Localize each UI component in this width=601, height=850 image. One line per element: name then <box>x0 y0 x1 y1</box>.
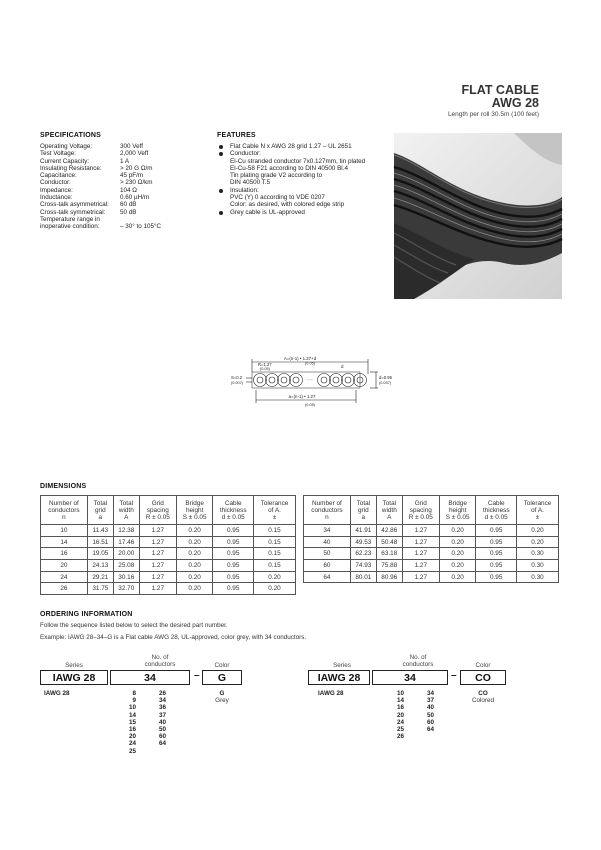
table-cell: 0.20 <box>176 571 213 583</box>
page-title-block <box>448 84 539 119</box>
feature-continuation: Color: as desired, with colored edge strip <box>230 201 345 209</box>
table-cell: 1.27 <box>402 571 439 583</box>
column-header-line: grid <box>94 506 106 514</box>
color-name: Colored <box>471 697 495 704</box>
conductor-code: 50 <box>426 711 434 719</box>
column-header-line: Total <box>382 499 397 507</box>
conductors-label-line1: No. of <box>151 654 169 661</box>
spec-value: 2,000 Veff <box>120 150 149 158</box>
column-header-line: R ± 0.05 <box>408 513 433 521</box>
column-header <box>113 496 139 525</box>
column-header-line: S ± 0.05 <box>445 513 470 521</box>
spec-row <box>40 194 161 201</box>
column-header-line: width <box>381 506 397 514</box>
conductor-code: 34 <box>158 697 166 705</box>
conductors-label-line1: No. of <box>409 654 427 661</box>
cross-section-drawing <box>210 354 390 414</box>
table-cell: 14 <box>41 536 88 548</box>
conductor-insulation <box>254 374 267 387</box>
table-cell: 0.20 <box>439 525 476 537</box>
series-code: IAWG 28 <box>44 690 70 697</box>
spec-value: > 230 Ω/km <box>120 179 153 187</box>
column-header <box>516 496 558 525</box>
color-code: CO <box>478 690 488 697</box>
column-header <box>41 496 88 525</box>
conductor-code: 10 <box>128 704 136 712</box>
table-cell: 41.91 <box>350 525 376 537</box>
table-cell: 1.27 <box>139 536 176 548</box>
spec-label: Cross-talk symmetrical: <box>40 208 106 216</box>
spec-row <box>40 179 161 186</box>
conductor-code: 24 <box>396 718 404 726</box>
table-cell: 0.15 <box>253 536 295 548</box>
conductor-insulation <box>342 374 355 387</box>
table-cell: 0.20 <box>516 525 558 537</box>
table-cell: 1.27 <box>139 560 176 572</box>
column-header-line: Grid <box>414 499 427 507</box>
table-cell: 24 <box>41 571 88 583</box>
table-row <box>304 548 559 560</box>
table-cell: 64 <box>304 571 351 583</box>
table-cell: 1.27 <box>139 583 176 595</box>
column-header-line: conductors <box>48 506 80 514</box>
column-header-line: Grid <box>151 499 164 507</box>
column-header-line: ± <box>535 513 540 521</box>
conductor-code: 20 <box>396 711 404 719</box>
series-box: IAWG 28 <box>308 670 370 685</box>
column-header-line: Total <box>356 499 371 507</box>
table-cell: 0.30 <box>516 548 558 560</box>
conductor-code: 25 <box>128 747 136 755</box>
separator-dash: – <box>194 670 200 681</box>
table-cell: 40 <box>304 536 351 548</box>
table-cell: 25.08 <box>113 560 139 572</box>
table-cell: 11.43 <box>87 525 113 537</box>
column-header <box>376 496 402 525</box>
table-cell: 26 <box>41 583 88 595</box>
column-header-line: n <box>62 513 66 521</box>
diagram-right-label-in: (0.037) <box>379 381 392 385</box>
conductor-code: 34 <box>426 690 434 697</box>
column-header-line: Number of <box>49 499 79 507</box>
conductor-core <box>257 377 263 383</box>
feature-continuation: DIN 40500 T.5 <box>230 179 271 187</box>
specifications-section <box>40 132 220 231</box>
feature-continuation: El-Cu-58 F21 according to DIN 40500 Bl.4 <box>230 164 348 172</box>
conductor-code: 40 <box>158 718 166 726</box>
table-cell: 29.21 <box>87 571 113 583</box>
table-cell: 1.27 <box>402 548 439 560</box>
column-header <box>213 496 254 525</box>
spec-label: Operating Voltage: <box>40 143 93 150</box>
color-name: Grey <box>215 697 229 704</box>
spec-label: Impedance: <box>40 186 73 194</box>
conductors-label-line2: conductors <box>402 661 434 668</box>
table-cell: 50.48 <box>376 536 402 548</box>
table-cell: 0.20 <box>176 583 213 595</box>
column-header-line: Tolerance <box>260 499 289 507</box>
table-cell: 12.38 <box>113 525 139 537</box>
table-cell: 63.18 <box>376 548 402 560</box>
column-header-line: spacing <box>409 506 432 514</box>
spec-value: – 30° to 105°C <box>120 223 162 231</box>
column-header-line: A <box>387 513 392 521</box>
feature-bullet-item: Flat Cable N x AWG 28 grid 1.27 – UL 2651 <box>217 143 392 150</box>
table-cell: 1.27 <box>402 536 439 548</box>
table-cell: 0.20 <box>253 571 295 583</box>
specifications-heading: SPECIFICATIONS <box>40 132 102 139</box>
column-header-line: R ± 0.05 <box>145 513 170 521</box>
conductor-code: 10 <box>396 690 404 697</box>
flat-cable-photo <box>394 133 562 299</box>
features-list <box>217 143 392 216</box>
color-label: Color <box>214 662 230 669</box>
conductor-code: 16 <box>128 726 136 734</box>
specifications-table <box>40 143 161 231</box>
spec-row <box>40 223 161 230</box>
column-header-line: a <box>98 513 103 521</box>
table-cell: 30.16 <box>113 571 139 583</box>
spec-value: > 20 G Ω/m <box>120 164 153 172</box>
column-header-line: conductors <box>311 506 343 514</box>
table-cell: 0.95 <box>476 525 517 537</box>
table-cell: 0.95 <box>213 548 254 560</box>
spec-label: Temperature range in <box>40 215 100 223</box>
table-cell: 0.20 <box>176 560 213 572</box>
spec-value: 300 Veff <box>120 143 143 150</box>
conductor-code: 14 <box>396 697 404 705</box>
column-header-line: A <box>124 513 129 521</box>
spec-row <box>40 165 161 172</box>
spec-value: 50 dB <box>120 208 137 216</box>
feature-continuation: Tin plating grade V2 according to <box>230 172 323 180</box>
table-cell: 0.95 <box>213 536 254 548</box>
conductor-code: 64 <box>426 726 434 734</box>
conductor-code: 14 <box>128 711 136 719</box>
spec-row <box>40 158 161 165</box>
spec-label: Insulating Resistance: <box>40 164 102 172</box>
conductor-insulation <box>318 374 331 387</box>
spec-value: 1 A <box>120 157 130 165</box>
column-header-line: Total <box>93 499 108 507</box>
diagram-top-dim-in: (0.05) <box>305 361 315 366</box>
column-header <box>176 496 213 525</box>
column-header-line: height <box>185 506 204 514</box>
column-header-line: Tolerance <box>523 499 552 507</box>
table-cell: 0.95 <box>476 560 517 572</box>
features-heading: FEATURES <box>217 132 256 139</box>
table-row <box>41 583 296 595</box>
table-header-row <box>304 496 559 525</box>
series-label: Series <box>333 662 351 669</box>
spec-row <box>40 187 161 194</box>
conductor-code: 60 <box>426 718 434 726</box>
column-header-line: width <box>118 506 134 514</box>
table-row <box>304 536 559 548</box>
conductor-code: 25 <box>396 726 404 734</box>
table-cell: 16.51 <box>87 536 113 548</box>
ellipsis-mark: ··· <box>307 377 313 384</box>
dimensions-table-left <box>40 495 296 595</box>
conductors-box: 34 <box>372 670 448 685</box>
spec-row <box>40 201 161 208</box>
column-header-line: grid <box>357 506 369 514</box>
table-cell: 80.01 <box>350 571 376 583</box>
spec-row <box>40 150 161 157</box>
table-cell: 34 <box>304 525 351 537</box>
table-cell: 0.30 <box>516 571 558 583</box>
table-cell: 16 <box>41 548 88 560</box>
table-cell: 0.15 <box>253 525 295 537</box>
spec-label: Cross-talk asymmetrical: <box>40 201 109 209</box>
separator-dash: – <box>451 670 457 681</box>
conductors-label-line2: conductors <box>144 661 176 668</box>
table-cell: 60 <box>304 560 351 572</box>
column-header <box>139 496 176 525</box>
table-cell: 0.20 <box>439 571 476 583</box>
table-cell: 0.20 <box>439 536 476 548</box>
spec-row <box>40 172 161 179</box>
series-code: IAWG 28 <box>318 690 344 697</box>
table-cell: 19.05 <box>87 548 113 560</box>
table-row <box>41 536 296 548</box>
diagram-bottom-dim: a=(n-1) • 1.27 <box>288 394 316 399</box>
table-cell: 0.20 <box>253 583 295 595</box>
conductor-code: 40 <box>426 704 434 712</box>
table-cell: 0.95 <box>476 548 517 560</box>
diagram-top-dim: A=(n-1) • 1.27+d <box>283 356 317 361</box>
conductor-core <box>269 377 275 383</box>
table-cell: 20.00 <box>113 548 139 560</box>
conductor-codes-col2 <box>152 690 166 748</box>
column-header <box>476 496 517 525</box>
diagram-right-label: d=0.95 <box>379 375 392 380</box>
order-block-grey <box>40 654 280 774</box>
table-row <box>41 548 296 560</box>
conductor-core <box>345 377 351 383</box>
diagram-r-label: R=1.27 <box>258 362 272 367</box>
table-cell: 0.95 <box>213 560 254 572</box>
table-row <box>41 571 296 583</box>
table-row <box>41 560 296 572</box>
page-title: FLAT CABLE <box>461 83 539 97</box>
column-header-line: Cable <box>487 499 505 507</box>
table-cell: 0.20 <box>439 560 476 572</box>
table-cell: 31.75 <box>87 583 113 595</box>
conductor-code: 9 <box>132 697 136 705</box>
column-header-line: thickness <box>482 506 510 514</box>
diagram-r-label-in: (0.05) <box>260 367 270 371</box>
order-block-colored <box>308 654 548 774</box>
dimensions-table-right <box>303 495 559 583</box>
flat-cable-image <box>394 133 562 299</box>
spec-value: 45 pF/m <box>120 172 144 180</box>
conductor-code: 64 <box>158 740 166 748</box>
table-cell: 0.95 <box>476 536 517 548</box>
column-header-line: Bridge <box>185 499 204 507</box>
feature-continuation: El-Cu stranded conductor 7x0.127mm, tin plated <box>230 157 366 165</box>
spec-row <box>40 143 161 150</box>
conductor-insulation <box>278 374 291 387</box>
table-row <box>41 525 296 537</box>
feature-bullet-item: Insulation: <box>217 187 392 194</box>
color-label: Color <box>475 662 491 669</box>
spec-value: 0.60 µH/m <box>120 194 150 202</box>
conductor-code: 8 <box>132 690 136 697</box>
series-label: Series <box>65 662 83 669</box>
column-header-line: a <box>361 513 366 521</box>
conductor-insulation <box>290 374 303 387</box>
spec-value: 60 dB <box>120 201 137 209</box>
cable-cross-section-diagram <box>210 354 390 414</box>
spec-row <box>40 209 161 216</box>
conductor-code: 50 <box>158 726 166 734</box>
table-cell: 0.20 <box>516 536 558 548</box>
conductors-box: 34 <box>110 670 190 685</box>
table-cell: 32.70 <box>113 583 139 595</box>
column-header-line: n <box>325 513 329 521</box>
ordering-instructions: Follow the sequence listed below to select the desired part number. <box>40 622 228 629</box>
table-cell: 24.13 <box>87 560 113 572</box>
column-header-line: Cable <box>224 499 242 507</box>
table-cell: 10 <box>41 525 88 537</box>
table-row <box>304 525 559 537</box>
page-subtitle: Length per roll 30.5m (100 feet) <box>447 111 539 118</box>
table-cell: 17.46 <box>113 536 139 548</box>
conductor-insulation <box>330 374 343 387</box>
feature-bullet-item: Grey cable is UL-approved <box>217 209 392 216</box>
table-cell: 75.88 <box>376 560 402 572</box>
table-row <box>304 571 559 583</box>
spec-value: 104 Ω <box>120 186 137 194</box>
table-cell: 42.86 <box>376 525 402 537</box>
conductor-code: 26 <box>158 690 166 697</box>
diagram-s-label: S=0.2 <box>231 375 243 380</box>
table-cell: 20 <box>41 560 88 572</box>
table-cell: 0.15 <box>253 560 295 572</box>
column-header-line: Bridge <box>448 499 467 507</box>
diagram-d-label: d <box>341 364 344 369</box>
conductor-core <box>321 377 327 383</box>
spec-label: Conductor: <box>40 179 71 187</box>
color-box: CO <box>460 670 506 685</box>
table-cell: 0.20 <box>176 525 213 537</box>
table-cell: 1.27 <box>402 525 439 537</box>
conductor-code: 16 <box>396 704 404 712</box>
table-header-row <box>41 496 296 525</box>
column-header-line: spacing <box>146 506 169 514</box>
column-header <box>350 496 376 525</box>
color-code: G <box>219 690 225 697</box>
dimensions-heading: DIMENSIONS <box>40 483 87 490</box>
column-header-line: Number of <box>312 499 342 507</box>
column-header <box>439 496 476 525</box>
table-cell: 0.95 <box>213 583 254 595</box>
conductor-code: 37 <box>158 711 166 719</box>
column-header <box>304 496 351 525</box>
column-header-line: height <box>448 506 467 514</box>
spec-label: inoperative condition: <box>40 223 100 231</box>
column-header-line: thickness <box>219 506 247 514</box>
table-row <box>304 560 559 572</box>
features-section <box>217 132 392 216</box>
conductor-core <box>293 377 299 383</box>
conductor-core <box>281 377 287 383</box>
column-header-line: S ± 0.05 <box>182 513 207 521</box>
table-cell: 1.27 <box>402 560 439 572</box>
table-cell: 0.20 <box>176 536 213 548</box>
diagram-bottom-dim-in: (0.05) <box>305 403 315 407</box>
table-cell: 62.23 <box>350 548 376 560</box>
feature-continuation: PVC (Y) 0 according to VDE 0207 <box>230 194 325 202</box>
column-header <box>87 496 113 525</box>
table-cell: 0.20 <box>439 548 476 560</box>
table-cell: 0.95 <box>213 525 254 537</box>
conductor-code: 37 <box>426 697 434 705</box>
column-header-line: of A. <box>531 506 544 514</box>
column-header-line: ± <box>272 513 277 521</box>
color-box: G <box>202 670 242 685</box>
table-cell: 50 <box>304 548 351 560</box>
ordering-heading: ORDERING INFORMATION <box>40 611 133 618</box>
table-cell: 0.95 <box>476 571 517 583</box>
table-cell: 0.15 <box>253 548 295 560</box>
table-cell: 0.30 <box>516 560 558 572</box>
table-cell: 0.95 <box>213 571 254 583</box>
conductor-code: 20 <box>128 733 136 741</box>
table-cell: 74.93 <box>350 560 376 572</box>
column-header-line: d ± 0.05 <box>221 513 245 521</box>
column-header-line: of A. <box>268 506 281 514</box>
diagram-s-label-in: (0.007) <box>231 381 244 385</box>
conductor-code: 15 <box>128 718 136 726</box>
spec-label: Inductance: <box>40 194 73 202</box>
column-header-line: d ± 0.05 <box>484 513 508 521</box>
spec-label: Test Voltage: <box>40 150 77 158</box>
column-header <box>253 496 295 525</box>
conductor-codes-col1 <box>390 690 404 740</box>
spec-label: Capacitance: <box>40 172 77 180</box>
table-cell: 1.27 <box>139 571 176 583</box>
column-header <box>402 496 439 525</box>
conductor-code: 24 <box>128 740 136 748</box>
conductor-core <box>333 377 339 383</box>
series-box: IAWG 28 <box>40 670 108 685</box>
feature-bullet-item: Conductor: <box>217 150 392 157</box>
table-cell: 49.53 <box>350 536 376 548</box>
table-cell: 0.20 <box>176 548 213 560</box>
conductor-code: 26 <box>396 733 404 741</box>
conductor-insulation <box>266 374 279 387</box>
conductor-code: 36 <box>158 704 166 712</box>
spec-label: Current Capacity: <box>40 157 89 165</box>
conductor-code: 60 <box>158 733 166 741</box>
column-header-line: Total <box>119 499 134 507</box>
conductor-codes-col2 <box>420 690 434 733</box>
table-cell: 80.96 <box>376 571 402 583</box>
table-cell: 1.27 <box>139 548 176 560</box>
table-cell: 1.27 <box>139 525 176 537</box>
conductor-codes-col1 <box>122 690 136 755</box>
ordering-example: Example: IAWG 28–34–G is a Flat cable AWG 28, UL-approved, color grey, with 34 conductors. <box>40 634 307 641</box>
page-title-awg: AWG 28 <box>491 96 539 110</box>
